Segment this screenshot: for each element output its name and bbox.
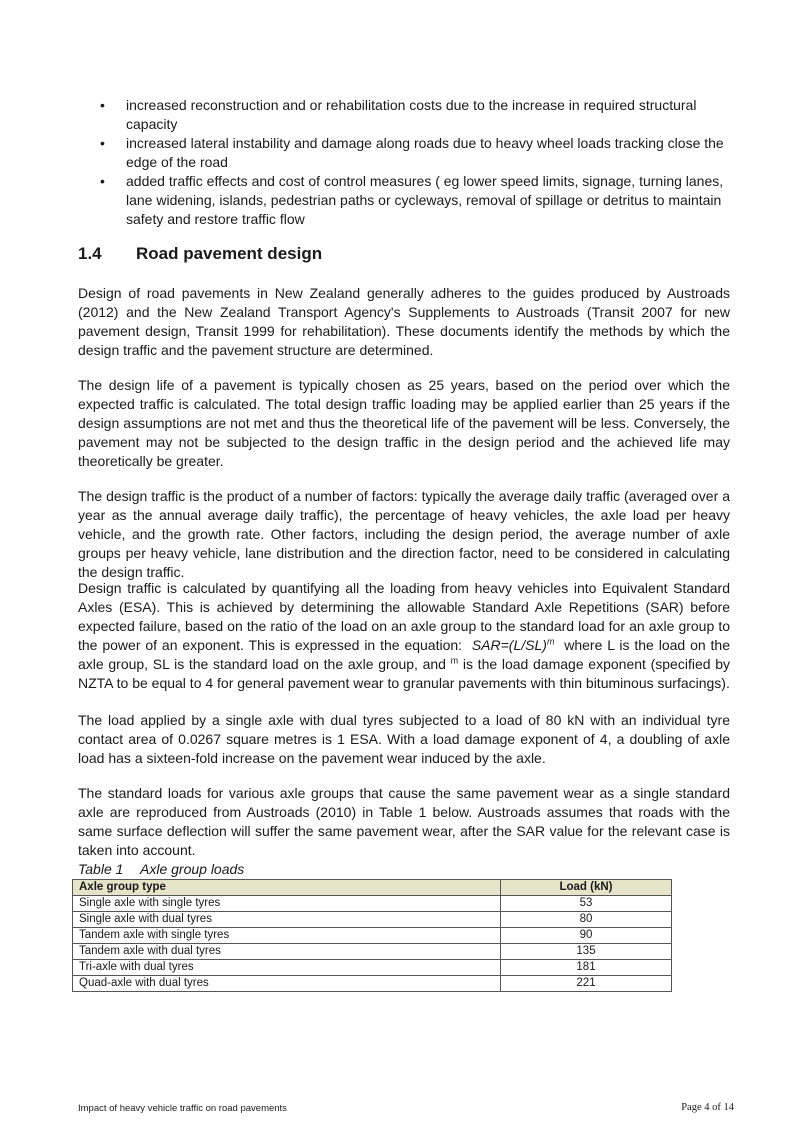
bullet-item [78,172,733,229]
paragraph-2: The design life of a pavement is typically chosen as 25 years, based on the period over which the expected traffic is calculated. The total design traffic loading may be applied earlier than 25 years if the design assumptions are not met and thus the theoretical life of the pavement will be less. Conversely, the pavement may not be subjected to the design traffic in the design period and the achieved life may theoretically be greater. [78,377,730,469]
bullet-item [78,96,733,134]
section-heading [78,244,322,264]
load-cell: 135 [501,944,672,960]
bullet-dot-icon: • [100,97,105,113]
axle-group-loads-table [72,879,672,992]
table-row [73,976,672,992]
paragraph-3: The design traffic is the product of a number of factors: typically the average daily traffic (averaged over a year as the annual average daily traffic), the percentage of heavy vehicles, the axle load per heavy vehicle, and the growth rate. Other factors, including the design period, the average number of axle groups per heavy vehicle, lane distribution and the direction factor, need to be considered in calculating the design traffic. [78,488,730,580]
table-row [73,944,672,960]
table-caption-title: Axle group loads [140,861,245,877]
bullet-item [78,134,733,172]
paragraph-4-definitions: where L is the load on the axle group, SL is the standard load on the axle group, and [78,637,731,672]
load-cell: 221 [501,976,672,992]
sar-equation: SAR=(L/SL) [471,637,547,653]
axle-group-type-cell: Tandem axle with dual tyres [73,944,501,960]
paragraph-4-intro: Design traffic is calculated by quantifying all the loading from heavy vehicles into Equivalent Standard Axles (ESA). This is achieved by determining the allowable Standard Axle Repetitions (SAR) before expected failure, based on the ratio of the load on an axle group to the standard load for an axle group to the power of an exponent. This is expressed in the equation: [78,580,730,653]
table-header-row [73,880,672,896]
load-cell: 53 [501,896,672,912]
table-caption [78,861,244,877]
bullet-text: increased lateral instability and damage along roads due to heavy wheel loads tracking close the edge of the road [126,135,724,170]
paragraph-1: Design of road pavements in New Zealand generally adheres to the guides produced by Austroads (2012) and the New Zealand Transport Agency's Supplements to Austroads (Transit 2007 for new pavement design, Transit 1999 for rehabilitation). These documents identify the methods by which the design traffic and the pavement structure are determined. [78,285,730,358]
load-cell: 181 [501,960,672,976]
load-cell: 80 [501,912,672,928]
paragraph-6: The standard loads for various axle groups that cause the same pavement wear as a single standard axle are reproduced from Austroads (2010) in Table 1 below. Austroads assumes that roads with the same surface deflection will suffer the same pavement wear, after the SAR value for the relevant case is taken into account. [78,785,730,858]
table-caption-number: Table 1 [78,861,124,877]
axle-group-type-cell: Tandem axle with single tyres [73,928,501,944]
section-number: 1.4 [78,244,102,263]
column-header-load: Load (kN) [501,880,672,896]
paragraph-4-exponent-note: is the load damage exponent (specified by NZTA to be equal to 4 for general pavement wear to granular pavements with thin bituminous surfacings). [78,656,731,691]
equation-exponent: m [546,636,555,647]
bullet-dot-icon: • [100,135,105,151]
paragraph-5: The load applied by a single axle with dual tyres subjected to a load of 80 kN with an individual tyre contact area of 0.0267 square metres is 1 ESA. With a load damage exponent of 4, a doubling of axle load has a sixteen-fold increase on the pavement wear induced by the axle. [78,712,730,766]
bullet-list [78,96,733,229]
bullet-text: increased reconstruction and or rehabilitation costs due to the increase in required structural capacity [126,97,697,132]
footer-page-number: Page 4 of 14 [681,1102,734,1113]
paragraph-4 [78,579,730,693]
table-row [73,912,672,928]
column-header-axle-group-type: Axle group type [73,880,501,896]
bullet-dot-icon: • [100,173,105,189]
bullet-text: added traffic effects and cost of control measures ( eg lower speed limits, signage, turning lanes, lane widening, islands, pedestrian paths or cycleways, removal of spillage or detritus to maintain safety and restore traffic flow [126,173,724,227]
table-row [73,928,672,944]
footer-document-title: Impact of heavy vehicle traffic on road pavements [78,1103,287,1114]
exponent-symbol: m [450,655,459,666]
axle-group-type-cell: Single axle with dual tyres [73,912,501,928]
axle-group-type-cell: Quad-axle with dual tyres [73,976,501,992]
axle-group-type-cell: Single axle with single tyres [73,896,501,912]
table-row [73,960,672,976]
section-title: Road pavement design [136,244,323,263]
load-cell: 90 [501,928,672,944]
table-row [73,896,672,912]
axle-group-type-cell: Tri-axle with dual tyres [73,960,501,976]
